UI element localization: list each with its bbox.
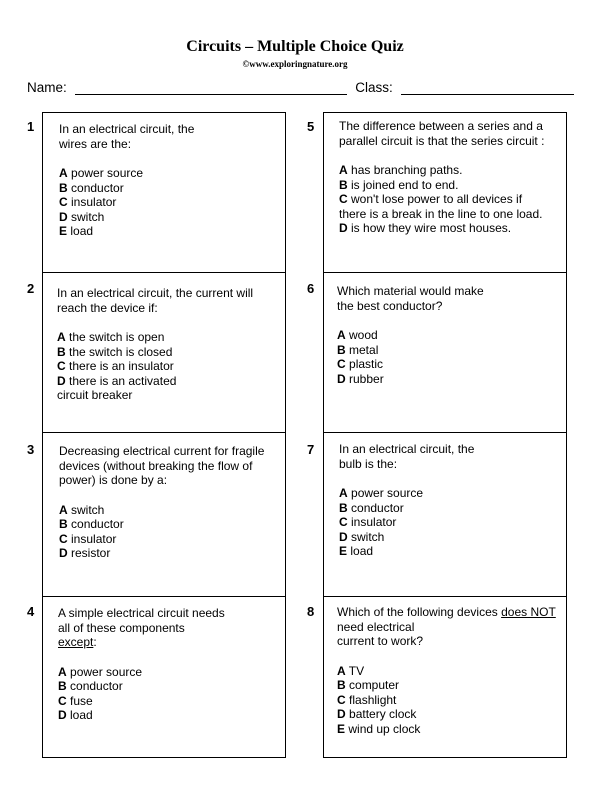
- answer-option-e[interactable]: E wind up clock: [337, 721, 421, 736]
- question-stem: In an electrical circuit, the current will reach the device if:: [57, 286, 254, 315]
- answer-option-d[interactable]: D battery clock: [337, 707, 417, 721]
- question-stem: A simple electrical circuit needs all of these components except:: [58, 606, 225, 649]
- answer-option-d[interactable]: D is how they wire most houses.: [339, 221, 512, 235]
- website-credit: ©www.exploringnature.org: [242, 59, 348, 69]
- question-number: 4: [27, 604, 35, 619]
- question-stem: Decreasing electrical current for fragile devices (without breaking the flow of power) is done by a:: [59, 444, 265, 487]
- answer-options: [58, 665, 225, 723]
- answer-options: [339, 486, 474, 559]
- answer-option-c[interactable]: C insulator: [59, 195, 117, 209]
- name-label: Name:: [27, 80, 67, 95]
- quiz-title: Circuits – Multiple Choice Quiz: [186, 38, 404, 55]
- question-7: [339, 442, 474, 559]
- answer-option-b[interactable]: B conductor: [59, 180, 124, 195]
- question-1: [59, 122, 194, 239]
- answer-options: [59, 166, 194, 239]
- answer-option-b[interactable]: B metal: [337, 342, 379, 357]
- name-class-line: [27, 80, 574, 95]
- class-label: Class:: [355, 80, 393, 95]
- question-4: [58, 606, 225, 723]
- answer-option-c[interactable]: C flashlight: [337, 692, 397, 707]
- answer-option-b[interactable]: B conductor: [58, 679, 123, 693]
- class-field[interactable]: [401, 80, 574, 95]
- question-stem: In an electrical circuit, the bulb is the:: [339, 442, 475, 471]
- answer-option-b[interactable]: B the switch is closed: [57, 344, 173, 359]
- answer-option-a[interactable]: A power source: [58, 664, 143, 679]
- answer-option-a[interactable]: A switch: [59, 502, 105, 517]
- answer-option-a[interactable]: A power source: [59, 166, 144, 180]
- name-field[interactable]: [75, 80, 347, 95]
- answer-option-a[interactable]: A has branching paths.: [339, 163, 463, 177]
- question-5: [339, 119, 544, 236]
- answer-option-c[interactable]: C there is an insulator: [57, 359, 174, 373]
- answer-option-e[interactable]: E load: [339, 544, 374, 558]
- answer-option-a[interactable]: A the switch is open: [57, 330, 165, 344]
- answer-option-a[interactable]: A wood: [337, 328, 378, 342]
- answer-option-a[interactable]: A TV: [337, 663, 365, 678]
- answer-option-a[interactable]: A power source: [339, 486, 424, 500]
- answer-option-d[interactable]: D resistor: [59, 546, 111, 560]
- question-3: [59, 444, 264, 561]
- question-number: 7: [307, 442, 315, 457]
- answer-option-c[interactable]: C insulator: [59, 531, 117, 546]
- question-number: 5: [307, 119, 315, 134]
- answer-option-b[interactable]: B conductor: [339, 500, 404, 515]
- answer-options: [339, 163, 544, 236]
- question-number: 1: [27, 119, 35, 134]
- question-stem: Which of the following devices does NOT need electrical current to work?: [337, 605, 556, 648]
- answer-option-d[interactable]: D rubber: [337, 371, 384, 386]
- answer-option-d[interactable]: D switch: [339, 529, 385, 544]
- answer-options: [59, 503, 264, 561]
- answer-options: [337, 328, 484, 386]
- question-number: 8: [307, 604, 315, 619]
- answer-option-e[interactable]: E load: [59, 224, 94, 238]
- emphasis-text: does NOT: [501, 605, 556, 619]
- answer-options: [337, 664, 556, 737]
- question-number: 6: [307, 281, 315, 296]
- answer-option-d[interactable]: D switch: [59, 209, 105, 224]
- question-number: 2: [27, 281, 35, 296]
- answer-option-c[interactable]: C fuse: [58, 693, 93, 708]
- question-8: [337, 605, 556, 736]
- answer-option-d[interactable]: D load: [58, 708, 93, 722]
- question-stem: Which material would make the best conductor?: [337, 284, 484, 313]
- answer-option-c[interactable]: C won't lose power to all devices if there is a break in the line to one load.: [339, 192, 543, 221]
- answer-options: [57, 330, 253, 403]
- question-stem: The difference between a series and a parallel circuit is that the series circuit :: [339, 119, 545, 148]
- question-2: [57, 286, 253, 403]
- question-stem: In an electrical circuit, the wires are the:: [59, 122, 195, 151]
- answer-option-b[interactable]: B computer: [337, 678, 400, 692]
- answer-option-d[interactable]: D there is an activated circuit breaker: [57, 373, 177, 402]
- emphasis-text: except: [58, 635, 94, 649]
- answer-option-c[interactable]: C plastic: [337, 357, 384, 371]
- question-6: [337, 284, 484, 386]
- answer-option-b[interactable]: B is joined end to end.: [339, 177, 459, 192]
- answer-option-c[interactable]: C insulator: [339, 515, 397, 529]
- answer-option-b[interactable]: B conductor: [59, 517, 124, 531]
- question-number: 3: [27, 442, 35, 457]
